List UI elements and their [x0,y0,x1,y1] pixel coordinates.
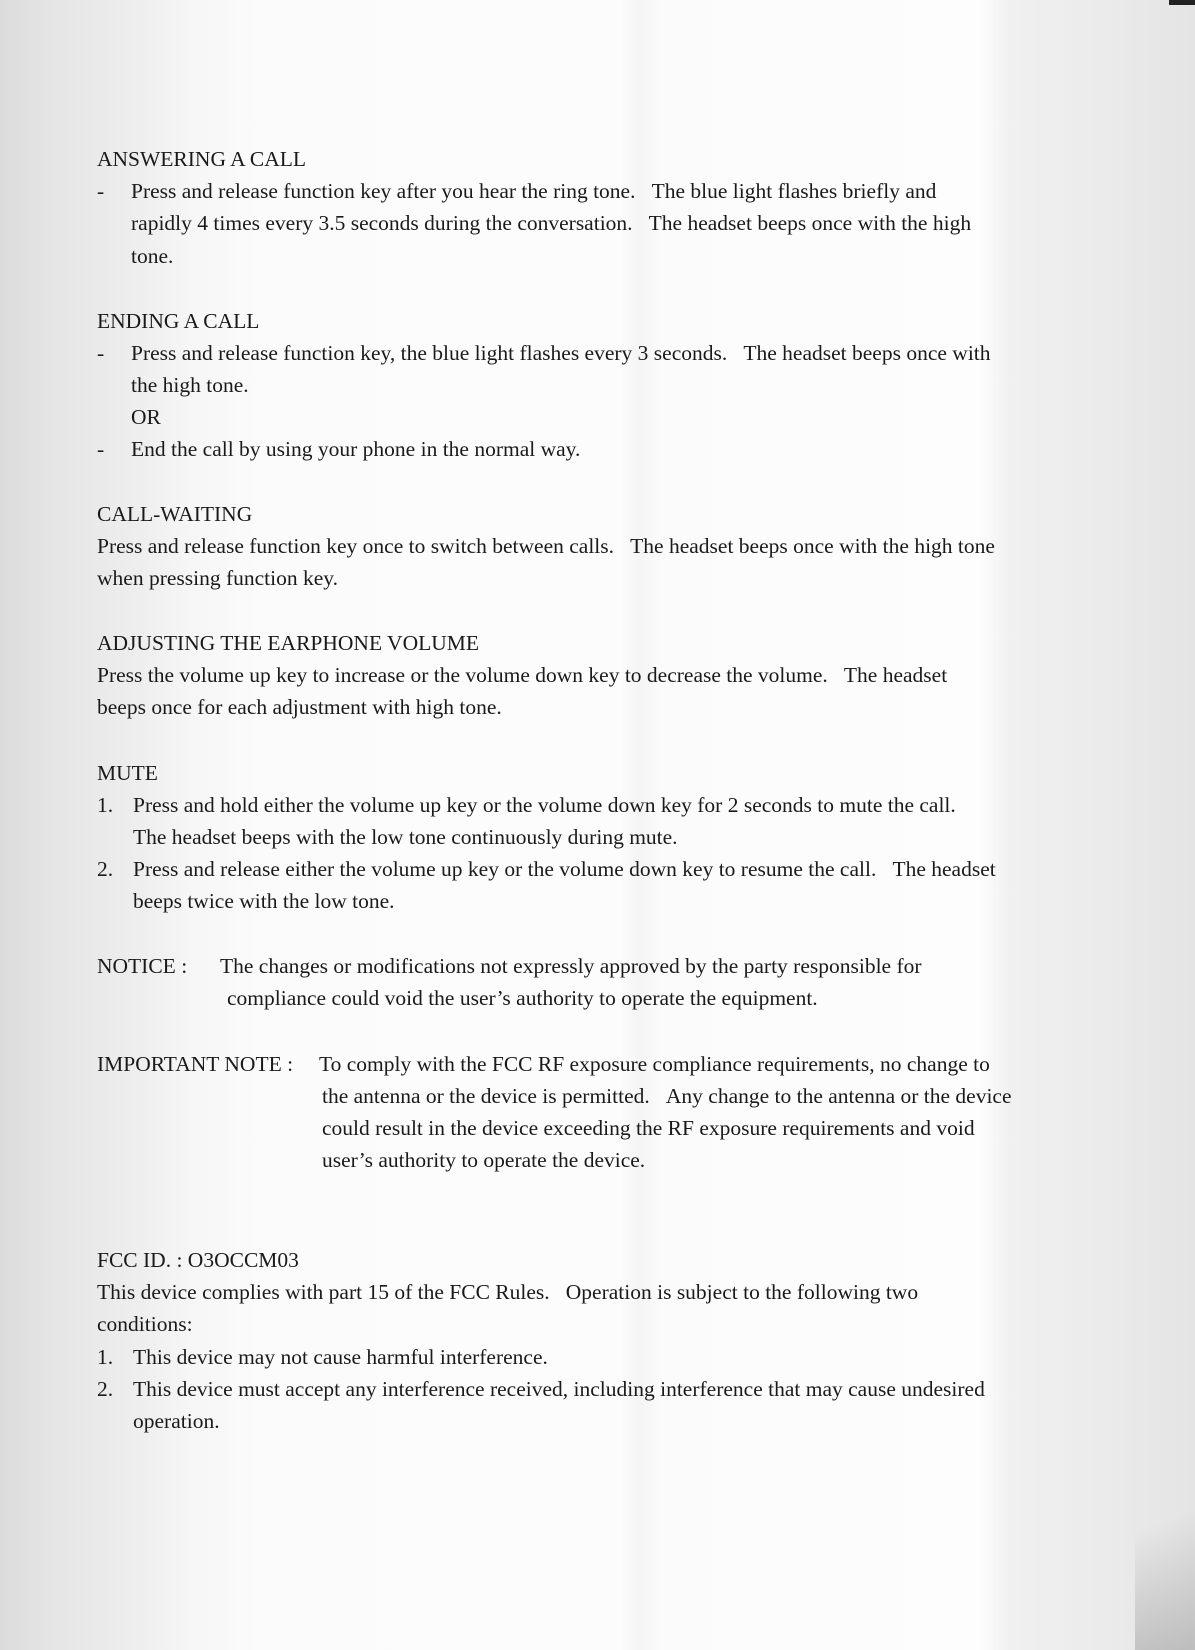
ending-bullet: - [97,341,105,365]
volume-heading: ADJUSTING THE EARPHONE VOLUME [97,631,480,655]
mute-item-2-line-2: beeps twice with the low tone. [133,889,395,913]
call-waiting-line-2: when pressing function key. [97,566,339,590]
ending-alternative-line: End the call by using your phone in the normal way. [131,437,581,461]
volume-line-1: Press the volume up key to increase or the volume down key to decrease the volume. The headset [97,663,948,687]
volume-line-2: beeps once for each adjustment with high tone. [97,695,502,719]
answering-line-1: Press and release function key after you hear the ring tone. The blue light flashes briefly and [131,179,937,203]
answering-line-2: rapidly 4 times every 3.5 seconds during the conversation. The headset beeps once with the high [131,211,972,235]
fcc-intro-line-1: This device complies with part 15 of the FCC Rules. Operation is subject to the following two [97,1280,919,1304]
fcc-condition-1-line-1: This device may not cause harmful interference. [133,1345,548,1369]
answering-line-3: tone. [131,244,174,268]
fcc-condition-2-line-2: operation. [133,1409,220,1433]
mute-item-2-line-1: Press and release either the volume up key or the volume down key to resume the call. The headset [133,857,996,881]
fcc-intro-line-2: conditions: [97,1312,193,1336]
answering-heading: ANSWERING A CALL [97,147,307,171]
fcc-condition-number: 2. [97,1377,114,1401]
ending-line-2: the high tone. [131,373,249,397]
scan-edge-mark [1169,0,1195,5]
call-waiting-line-1: Press and release function key once to switch between calls. The headset beeps once with the high tone [97,534,995,558]
important-note-line-2: the antenna or the device is permitted. Any change to the antenna or the device [322,1084,1012,1108]
mute-item-1-line-2: The headset beeps with the low tone continuously during mute. [133,825,678,849]
mute-item-number: 1. [97,793,114,817]
notice-label: NOTICE : [97,954,188,978]
fcc-condition-number: 1. [97,1345,114,1369]
ending-bullet-2: - [97,437,105,461]
notice-line-2: compliance could void the user’s authority to operate the equipment. [227,986,818,1010]
ending-line-1: Press and release function key, the blue light flashes every 3 seconds. The headset beeps once with [131,341,991,365]
mute-heading: MUTE [97,761,158,785]
important-note-line-3: could result in the device exceeding the RF exposure requirements and void [322,1116,975,1140]
answering-bullet: - [97,179,105,203]
fcc-id: FCC ID. : O3OCCM03 [97,1248,299,1272]
ending-heading: ENDING A CALL [97,309,260,333]
important-note-line-1: To comply with the FCC RF exposure compliance requirements, no change to [319,1052,990,1076]
call-waiting-heading: CALL-WAITING [97,502,253,526]
ending-or: OR [131,405,161,429]
mute-item-1-line-1: Press and hold either the volume up key or the volume down key for 2 seconds to mute the call. [133,793,956,817]
notice-line-1: The changes or modifications not expressly approved by the party responsible for [220,954,922,978]
important-note-label: IMPORTANT NOTE : [97,1052,294,1076]
important-note-line-4: user’s authority to operate the device. [322,1148,646,1172]
mute-item-number: 2. [97,857,114,881]
fcc-condition-2-line-1: This device must accept any interference received, including interference that may cause undesired [133,1377,985,1401]
